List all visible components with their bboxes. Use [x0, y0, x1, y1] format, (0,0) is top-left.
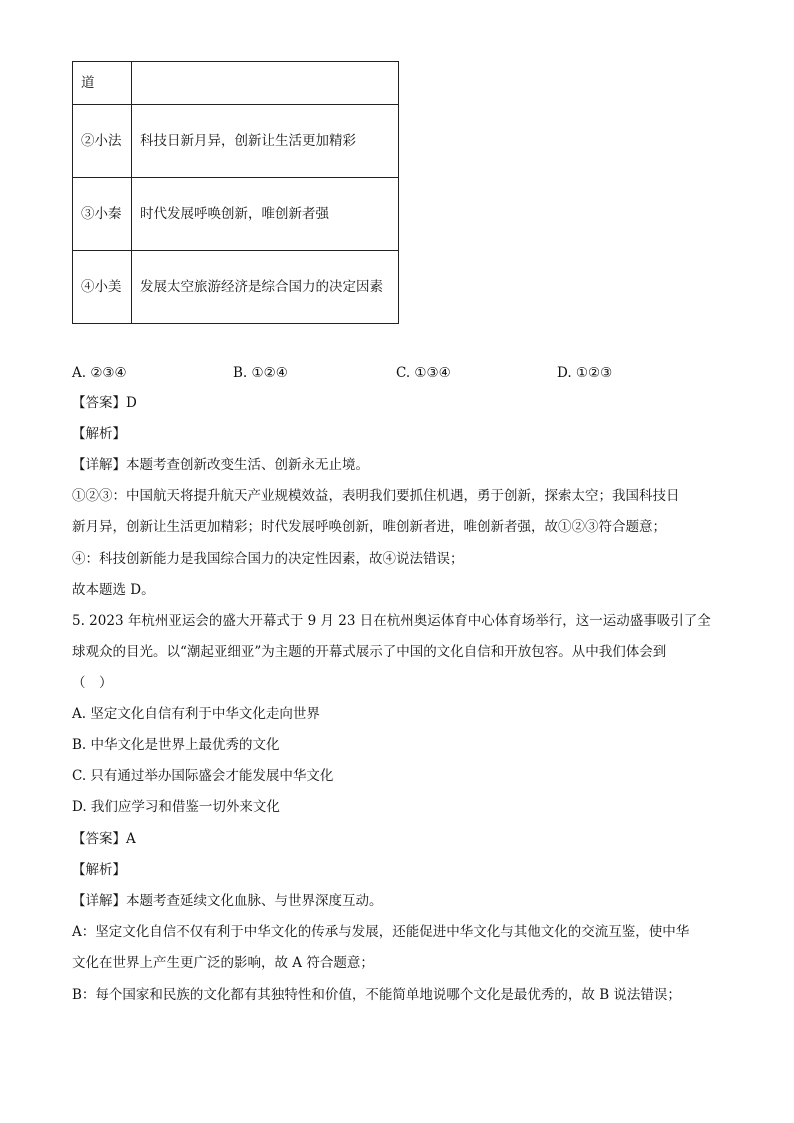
- q5-explanation-line: B：每个国家和民族的文化都有其独特性和价值，不能简单地说哪个文化是最优秀的，故 B 说法错误；: [72, 987, 681, 1003]
- q4-explanation-line: 新月异，创新让生活更加精彩；时代发展呼唤创新，唯创新者进，唯创新者强，故①②③符合题意；: [72, 519, 666, 535]
- table-cell-right: 发展太空旅游经济是综合国力的决定因素: [132, 251, 399, 324]
- q5-stem-line: （ ）: [72, 675, 113, 691]
- table-cell-left: ③小秦: [73, 178, 132, 251]
- q5-answer: 【答案】A: [72, 831, 136, 847]
- choice-c: C. ①③④: [396, 365, 451, 381]
- table-cell-left: 道: [73, 62, 132, 105]
- choice-b: B. ①②④: [233, 365, 288, 381]
- q4-answer: 【答案】D: [72, 395, 137, 411]
- table-cell-right: 时代发展呼唤创新，唯创新者强: [132, 178, 399, 251]
- table-cell-left: ②小法: [73, 105, 132, 178]
- q5-option-a: A. 坚定文化自信有利于中华文化走向世界: [72, 706, 320, 722]
- table-row: [73, 105, 399, 178]
- table-cell-left: ④小美: [73, 251, 132, 324]
- q4-explanation-line: ①②③：中国航天将提升航天产业规模效益，表明我们要抓住机遇，勇于创新，探索太空；我国科技日: [72, 488, 680, 504]
- q5-option-c: C. 只有通过举办国际盛会才能发展中华文化: [72, 768, 334, 784]
- q5-option-d: D. 我们应学习和借鉴一切外来文化: [72, 799, 280, 815]
- q4-choices: [0, 362, 794, 384]
- statement-table: [72, 61, 399, 324]
- q5-explanation-line: 文化在世界上产生更广泛的影响，故 A 符合题意；: [72, 955, 374, 971]
- q5-analysis-label: 【解析】: [72, 862, 126, 878]
- table-cell-right: 科技日新月异，创新让生活更加精彩: [132, 105, 399, 178]
- table-row: [73, 251, 399, 324]
- choice-a: A. ②③④: [72, 365, 127, 381]
- q4-conclusion: 故本题选 D。: [72, 582, 155, 598]
- q5-option-b: B. 中华文化是世界上最优秀的文化: [72, 737, 280, 753]
- choice-d: D. ①②③: [557, 365, 613, 381]
- q4-explanation-line: ④：科技创新能力是我国综合国力的决定性因素，故④说法错误；: [72, 551, 464, 567]
- table-row: [73, 62, 399, 105]
- q5-explanation-line: A：坚定文化自信不仅有利于中华文化的传承与发展，还能促进中华文化与其他文化的交流互鉴，使中华: [72, 924, 690, 940]
- q5-stem-line: 球观众的目光。以“潮起亚细亚”为主题的开幕式展示了中国的文化自信和开放包容。从中我们体会到: [72, 644, 667, 660]
- table-cell-right: [132, 62, 399, 105]
- q4-analysis-label: 【解析】: [72, 426, 126, 442]
- q5-stem-line: 5. 2023 年杭州亚运会的盛大开幕式于 9 月 23 日在杭州奥运体育中心体育场举行，这一运动盛事吸引了全: [72, 613, 711, 629]
- q4-detail: 【详解】本题考查创新改变生活、创新永无止境。: [72, 457, 369, 473]
- table-row: [73, 178, 399, 251]
- q5-detail: 【详解】本题考查延续文化血脉、与世界深度互动。: [72, 893, 383, 909]
